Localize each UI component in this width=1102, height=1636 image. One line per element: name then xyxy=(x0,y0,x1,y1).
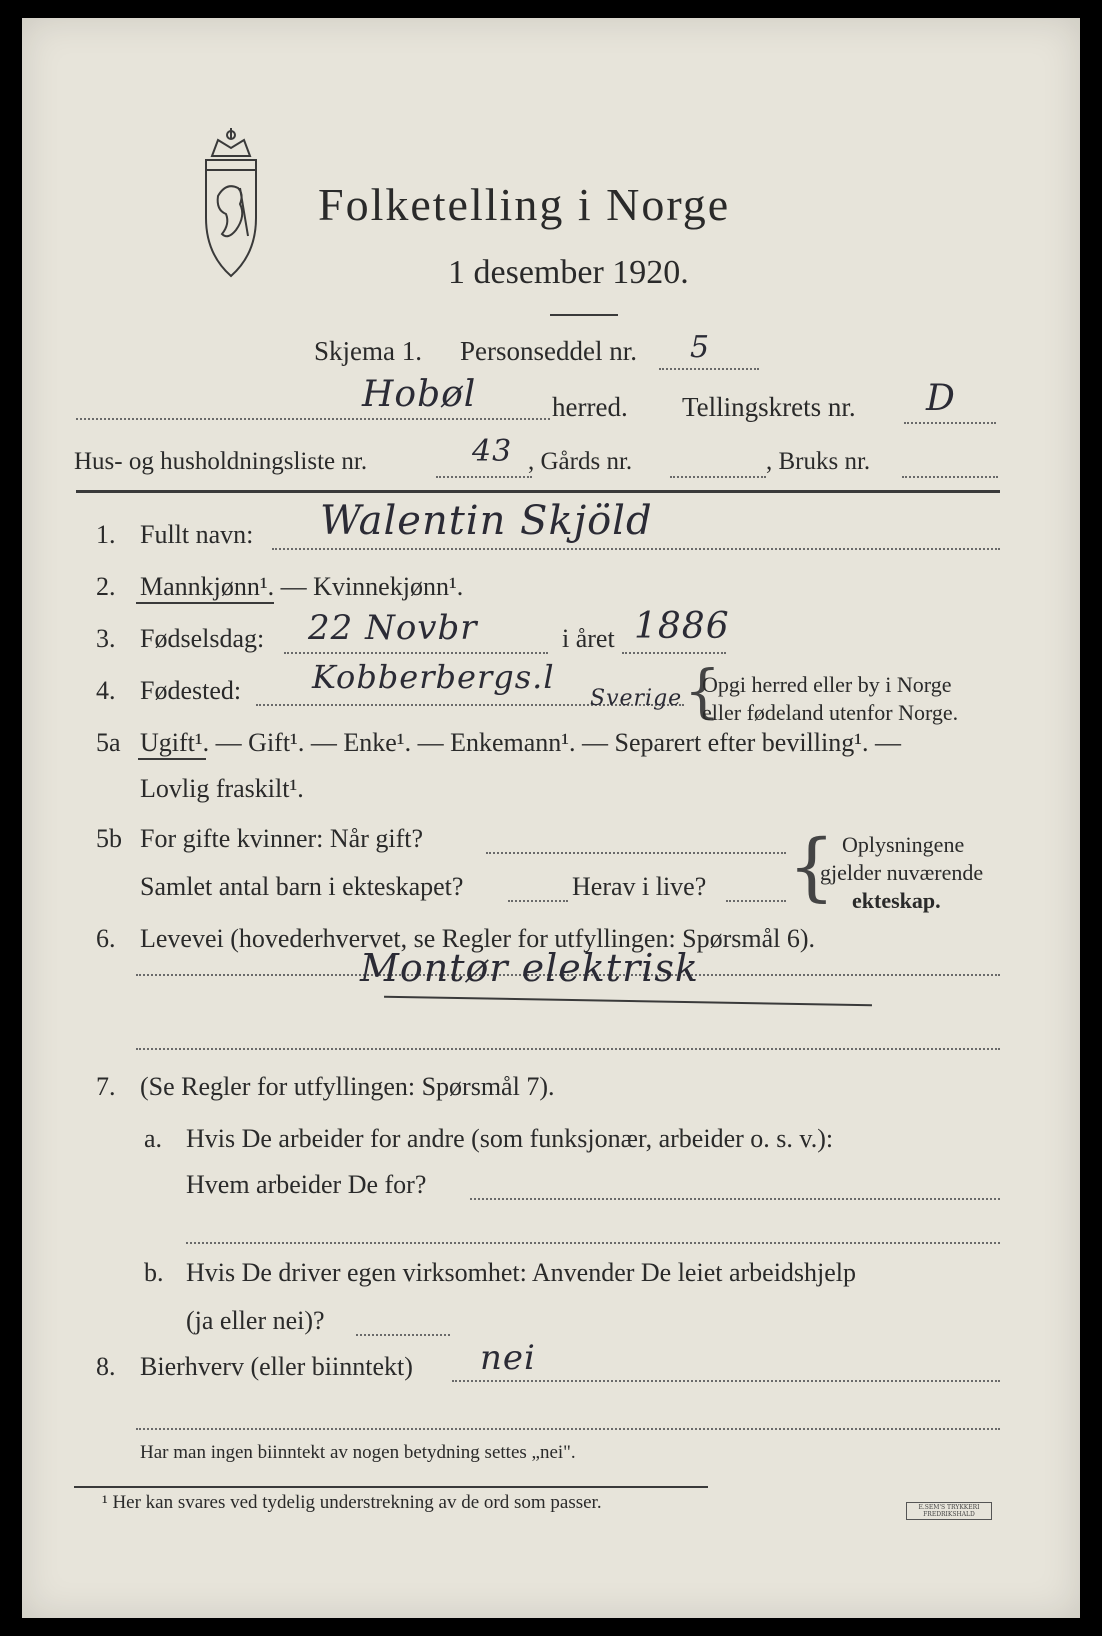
header-rule xyxy=(76,490,1000,493)
skjema-label: Skjema 1. xyxy=(314,336,422,366)
q5b-number: 5b xyxy=(96,824,122,853)
q6-number: 6. xyxy=(96,924,116,953)
married-when-field[interactable] xyxy=(486,852,786,854)
q5b-note-line2: gjelder nuværende xyxy=(820,860,984,885)
birth-year-value: 1886 xyxy=(634,606,730,647)
personseddel-field[interactable] xyxy=(659,368,759,370)
q5b-brace: { xyxy=(788,824,836,910)
printer-stamp-line1: E.SEM'S TRYKKERI xyxy=(918,1504,980,1511)
hired-help-field[interactable] xyxy=(356,1334,450,1336)
q1-label: Fullt navn: xyxy=(140,520,254,549)
q5a-number: 5a xyxy=(96,728,121,757)
q7a-employer-label: Hvem arbeider De for? xyxy=(186,1170,427,1199)
tellingskrets-value: D xyxy=(926,378,956,419)
q7b-letter: b. xyxy=(144,1258,164,1287)
q4-label: Fødested: xyxy=(140,676,242,705)
norway-coat-of-arms-icon xyxy=(192,126,270,286)
form-title: Folketelling i Norge xyxy=(318,179,731,230)
q5a-marital-options: Ugift¹. — Gift¹. — Enke¹. — Enkemann¹. — Separert efter bevilling¹. — xyxy=(140,728,902,757)
q4-note-line1: Opgi herred eller by i Norge xyxy=(702,672,952,697)
side-income-value: nei xyxy=(480,1338,536,1378)
q4-brace: { xyxy=(684,657,721,725)
employer-field[interactable] xyxy=(470,1198,1000,1200)
children-alive-field[interactable] xyxy=(726,900,786,902)
q7b-hired-help-label: (ja eller nei)? xyxy=(186,1306,325,1335)
q5b-note-line3: ekteskap. xyxy=(852,888,941,913)
birthplace-value: Kobberbergs.l xyxy=(312,658,555,696)
q2-underline-mannkjonn xyxy=(136,602,274,604)
birth-year-field[interactable] xyxy=(622,652,726,654)
occupation-handwritten-underline xyxy=(384,996,872,1007)
tellingskrets-label: Tellingskrets nr. xyxy=(682,392,856,422)
occupation-field-line2[interactable] xyxy=(136,1048,1000,1050)
q5a-marital-options-line2: Lovlig fraskilt¹. xyxy=(140,774,304,803)
q3-year-label: i året xyxy=(562,624,615,653)
q6-label: Levevei (hovederhvervet, se Regler for utfyllingen: Spørsmål 6). xyxy=(140,924,816,953)
q2-number: 2. xyxy=(96,572,116,601)
census-date: 1 desember 1920. xyxy=(448,254,689,291)
husliste-label: Hus- og husholdningsliste nr. xyxy=(74,448,368,475)
q1-number: 1. xyxy=(96,520,116,549)
children-count-field[interactable] xyxy=(508,900,568,902)
gards-label: , Gårds nr. xyxy=(528,448,633,475)
birthday-value: 22 Novbr xyxy=(308,608,478,648)
full-name-field[interactable] xyxy=(272,548,1000,550)
gards-field[interactable] xyxy=(670,476,766,478)
tellingskrets-field[interactable] xyxy=(904,422,996,424)
side-income-field[interactable] xyxy=(452,1380,1000,1382)
title-divider xyxy=(550,314,618,316)
q5b-married-when-label: For gifte kvinner: Når gift? xyxy=(140,824,424,853)
husliste-field[interactable] xyxy=(436,476,532,478)
side-income-field-line2[interactable] xyxy=(136,1428,1000,1430)
q4-note-line2: eller fødeland utenfor Norge. xyxy=(702,700,959,725)
printer-stamp xyxy=(906,1502,992,1520)
q5b-alive-label: Herav i live? xyxy=(572,872,707,901)
q4-number: 4. xyxy=(96,676,116,705)
q7b-question: Hvis De driver egen virksomhet: Anvender De leiet arbeidshjelp xyxy=(186,1258,857,1287)
q5b-children-label: Samlet antal barn i ekteskapet? xyxy=(140,872,464,901)
q7a-question: Hvis De arbeider for andre (som funksjonær, arbeider o. s. v.): xyxy=(186,1124,834,1153)
bruks-label: , Bruks nr. xyxy=(766,448,871,475)
birthday-field[interactable] xyxy=(284,652,548,654)
husliste-value: 43 xyxy=(472,434,513,469)
printer-stamp-line2: FREDRIKSHALD xyxy=(923,1511,975,1518)
footnote: ¹ Her kan svares ved tydelig understrekning av de ord som passer. xyxy=(102,1492,602,1513)
employer-field-line2[interactable] xyxy=(186,1242,1000,1244)
q8-note: Har man ingen biinntekt av nogen betydning settes „nei". xyxy=(140,1442,576,1463)
q5b-note-line1: Oplysningene xyxy=(842,832,965,857)
q7-number: 7. xyxy=(96,1072,116,1101)
q2-gender-options: Mannkjønn¹. — Kvinnekjønn¹. xyxy=(140,572,464,601)
herred-label: herred. xyxy=(552,392,628,422)
q5a-underline-ugift xyxy=(138,758,206,760)
q7-label: (Se Regler for utfyllingen: Spørsmål 7). xyxy=(140,1072,555,1101)
q3-number: 3. xyxy=(96,624,116,653)
q8-label: Bierhverv (eller biinntekt) xyxy=(140,1352,413,1381)
personseddel-label: Personseddel nr. xyxy=(460,336,637,366)
occupation-value: Montør elektrisk xyxy=(360,946,699,990)
herred-field[interactable] xyxy=(76,418,550,420)
bruks-field[interactable] xyxy=(902,476,998,478)
census-form-page xyxy=(22,18,1080,1618)
footnote-rule xyxy=(74,1486,708,1488)
full-name-value: Walentin Skjöld xyxy=(320,498,653,544)
birthplace-country-value: Sverige xyxy=(590,686,683,711)
q8-number: 8. xyxy=(96,1352,116,1381)
q3-label: Fødselsdag: xyxy=(140,624,265,653)
herred-value: Hobøl xyxy=(362,374,477,415)
personseddel-value: 5 xyxy=(690,330,711,365)
q7a-letter: a. xyxy=(144,1124,163,1153)
